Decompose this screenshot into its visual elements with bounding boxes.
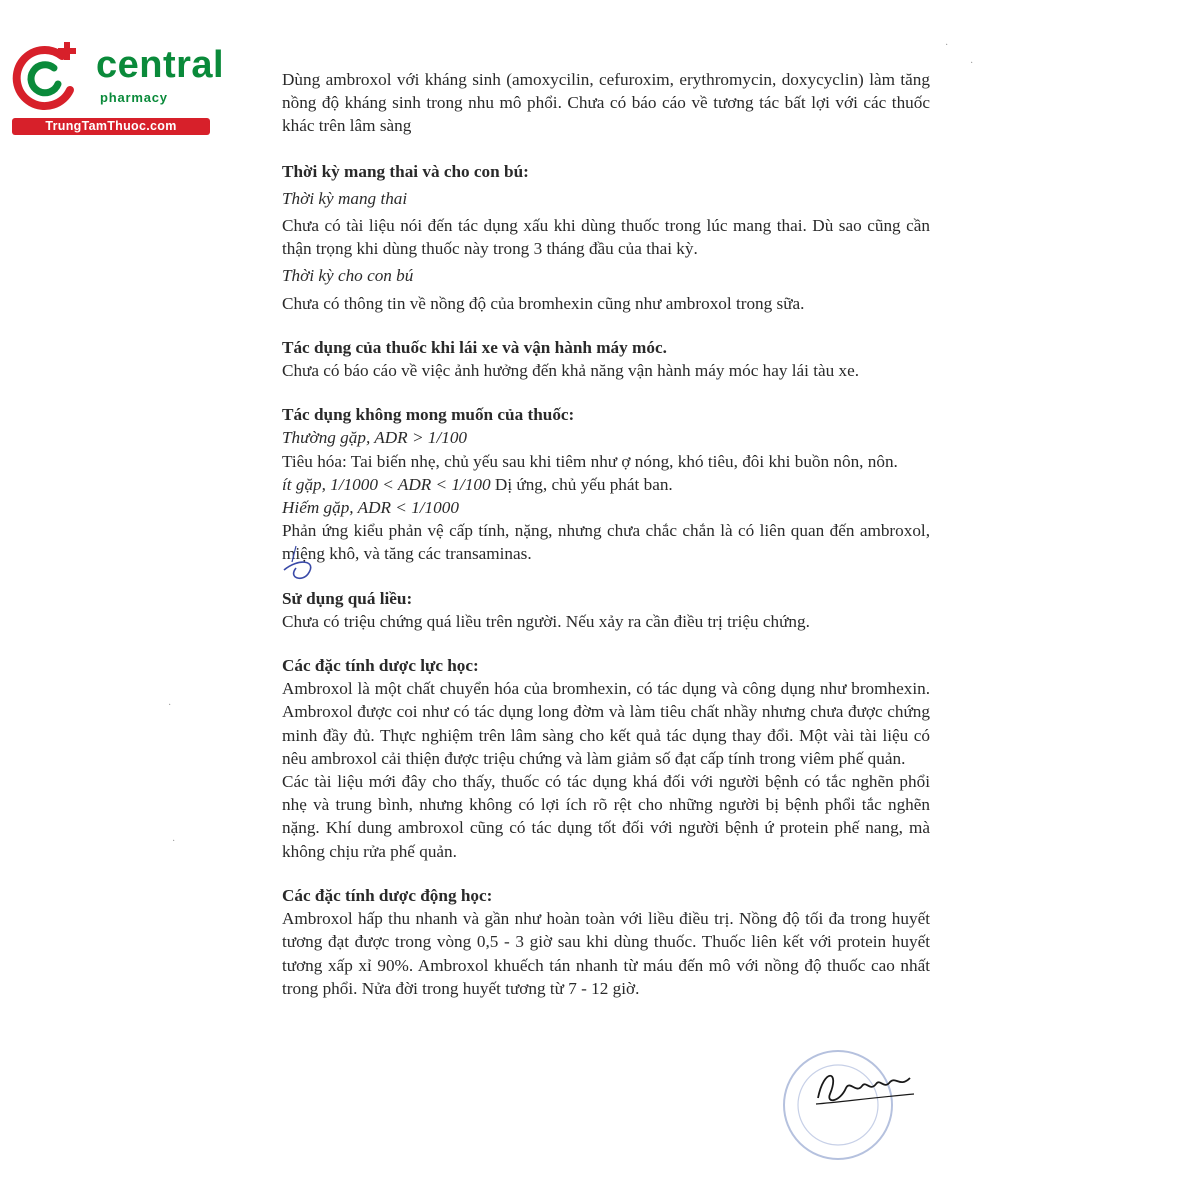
pharmacokinetics-heading: Các đặc tính dược động học: — [282, 885, 493, 905]
pharmacodynamics-heading: Các đặc tính dược lực học: — [282, 656, 479, 676]
overdose-text: Chưa có triệu chứng quá liều trên người. Nếu xảy ra cần điều trị triệu chứng. — [282, 611, 810, 631]
pharmacodynamics-text-2: Các tài liệu mới đây cho thấy, thuốc có tác dụng khá đối với người bệnh có tắc nghẽn phổi nhẹ và trung bình, nhưng không có lợi ích rõ rệt cho những người bị bệnh phổi tắc nghẽn nặng. Khí dung ambroxol cũng có tác dụng tốt đối với người bệnh ứ protein phế nang, mà không chịu rửa phế quản. — [282, 772, 930, 861]
pregnancy-subheading: Thời kỳ mang thai — [282, 188, 408, 208]
adverse-uncommon-text: Dị ứng, chủ yếu phát ban. — [490, 474, 673, 494]
adverse-rare-label: Hiếm gặp, ADR < 1/1000 — [282, 498, 459, 518]
brand-site[interactable]: TrungTamThuoc.com — [12, 118, 210, 135]
scan-speck: · — [172, 836, 176, 847]
pharmacodynamics-text-1: Ambroxol là một chất chuyển hóa của bromhexin, có tác dụng và công dụng như bromhexin. Ambroxol được coi như có tác dụng long đờm và làm tiêu chất nhầy nhưng chưa được chứng minh đầy đủ. Thực nghiệm trên lâm sàng cho kết quả tác dụng thay đổi. Một vài tài liệu có nêu ambroxol cải thiện được triệu chứng và làm giảm số đạt cấp tính trong viêm phế quản. — [282, 679, 930, 768]
adverse-common-label: Thường gặp, ADR > 1/100 — [282, 428, 468, 448]
pharmacokinetics-text: Ambroxol hấp thu nhanh và gần như hoàn toàn với liều điều trị. Nồng độ tối đa trong huyết tương đạt được trong vòng 0,5 - 3 giờ sau khi dùng thuốc. Thuốc liên kết với protein huyết tương xấp xỉ 90%. Ambroxol khuếch tán nhanh từ máu đến mô với nồng độ thuốc cao nhất trong phổi. Nửa đời trong huyết tương từ 7 - 12 giờ. — [282, 909, 930, 998]
adverse-rare-text: Phản ứng kiểu phản vệ cấp tính, nặng, nhưng chưa chắc chắn là có liên quan đến ambroxol, miệng khô, và tăng các transaminas. — [282, 521, 930, 564]
pregnancy-heading: Thời kỳ mang thai và cho con bú: — [282, 161, 529, 181]
scan-speck: · — [168, 700, 172, 711]
intro-paragraph: Dùng ambroxol với kháng sinh (amoxycilin, cefuroxim, erythromycin, doxycyclin) làm tăng nồng độ kháng sinh trong nhu mô phổi. Chưa có báo cáo về tương tác bất lợi với các thuốc khác trên lâm sàng — [282, 70, 930, 136]
breastfeeding-text: Chưa có thông tin về nồng độ của bromhexin cũng như ambroxol trong sữa. — [282, 293, 805, 313]
pharmacy-cross-icon — [10, 38, 88, 116]
breastfeeding-subheading: Thời kỳ cho con bú — [282, 266, 414, 286]
signature-icon — [810, 1058, 920, 1118]
adverse-heading: Tác dụng không mong muốn của thuốc: — [282, 405, 575, 425]
brand-sub: pharmacy — [100, 90, 168, 105]
scan-speck: · — [970, 58, 974, 69]
brand-name: central — [96, 44, 225, 86]
scan-speck: · — [945, 40, 949, 51]
driving-text: Chưa có báo cáo về việc ảnh hưởng đến khả năng vận hành máy móc hay lái tàu xe. — [282, 361, 860, 381]
driving-heading: Tác dụng của thuốc khi lái xe và vận hành máy móc. — [282, 337, 667, 357]
adverse-uncommon-label: ít gặp, 1/1000 < ADR < 1/100 — [282, 474, 491, 494]
pregnancy-text: Chưa có tài liệu nói đến tác dụng xấu khi dùng thuốc trong lúc mang thai. Dù sao cũng cần thận trọng khi dùng thuốc này trong 3 tháng đầu của thai kỳ. — [282, 216, 930, 259]
overdose-heading: Sử dụng quá liều: — [282, 588, 413, 608]
document-body — [282, 68, 930, 1000]
adverse-common-text: Tiêu hóa: Tai biến nhẹ, chủ yếu sau khi tiêm như ợ nóng, khó tiêu, đôi khi buồn nôn, nôn. — [282, 451, 898, 471]
adverse-uncommon-line — [282, 473, 930, 496]
brand-logo[interactable] — [10, 38, 225, 138]
pen-mark-icon — [278, 540, 348, 590]
